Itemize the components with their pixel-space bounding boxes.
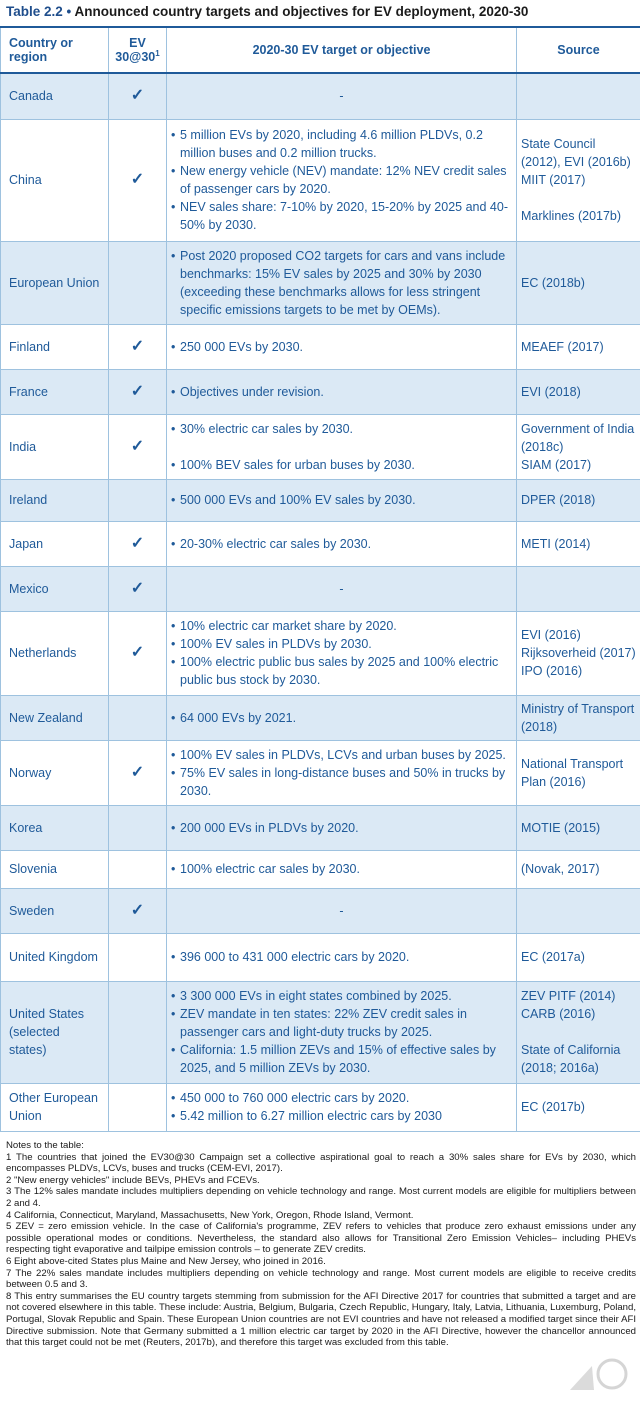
source-citation: ZEV PITF (2014) <box>521 989 616 1003</box>
cell-ev3030-check: ✓ <box>109 73 167 119</box>
target-item: • 5.42 million to 6.27 million electric cars by 2030 <box>171 1107 512 1125</box>
source-citation: EVI (2018) <box>521 384 581 399</box>
target-list <box>171 617 512 689</box>
target-gap <box>171 438 512 456</box>
cell-target <box>167 1083 517 1131</box>
target-list <box>171 535 512 553</box>
source-citation: EC (2018b) <box>521 275 585 290</box>
header-ev3030 <box>109 27 167 73</box>
cell-country: Sweden <box>1 888 109 933</box>
cell-ev3030-check: ✓ <box>109 566 167 611</box>
source-citation: State Council (2012), EVI (2016b) <box>521 137 631 169</box>
footnote: 3 The 12% sales mandate includes multipliers depending on vehicle technology and range. Most current models are eligible for multipliers between 2 and 4. <box>6 1186 636 1209</box>
header-country: Country or region <box>1 27 109 73</box>
cell-source <box>517 324 640 369</box>
cell-source <box>517 850 640 888</box>
cell-target <box>167 241 517 324</box>
cell-ev3030-check <box>109 479 167 521</box>
header-ev-footnote: 1 <box>155 48 160 58</box>
table-title <box>0 0 640 26</box>
cell-source <box>517 521 640 566</box>
cell-ev3030-check: ✓ <box>109 740 167 805</box>
target-item: • ZEV mandate in ten states: 22% ZEV credit sales in passenger cars and light-duty trucks by 2025. <box>171 1005 512 1041</box>
table-row <box>1 479 640 521</box>
target-item: • 100% EV sales in PLDVs, LCVs and urban buses by 2025. <box>171 746 512 764</box>
cell-ev3030-check <box>109 241 167 324</box>
source-citation: Marklines (2017b) <box>521 209 622 223</box>
notes-heading: Notes to the table: <box>6 1140 84 1151</box>
footnote: 6 Eight above-cited States plus Maine and New Jersey, who joined in 2016. <box>6 1255 326 1267</box>
source-citation: DPER (2018) <box>521 493 596 507</box>
cell-ev3030-check <box>109 933 167 981</box>
cell-ev3030-check: ✓ <box>109 119 167 241</box>
target-item: • 450 000 to 760 000 electric cars by 2020. <box>171 1089 512 1107</box>
table-header-row <box>1 27 640 73</box>
cell-target <box>167 850 517 888</box>
cell-target <box>167 369 517 414</box>
cell-country: United States (selected states) <box>1 981 109 1083</box>
table-row <box>1 850 640 888</box>
cell-country: India <box>1 414 109 479</box>
cell-country: Mexico <box>1 566 109 611</box>
source-citation: National Transport Plan (2016) <box>521 756 624 789</box>
cell-country: France <box>1 369 109 414</box>
cell-source <box>517 933 640 981</box>
source-citation: Ministry of Transport (2018) <box>521 701 635 734</box>
table-row <box>1 521 640 566</box>
cell-country: New Zealand <box>1 695 109 740</box>
target-item: • 10% electric car market share by 2020. <box>171 617 512 635</box>
target-list <box>171 819 512 837</box>
cell-target <box>167 479 517 521</box>
cell-country: Slovenia <box>1 850 109 888</box>
target-list <box>171 126 512 234</box>
target-list <box>171 987 512 1077</box>
table-row <box>1 324 640 369</box>
cell-target <box>167 611 517 695</box>
footnote: 5 ZEV = zero emission vehicle. In the case of California's programme, ZEV refers to vehicles that produce zero exhaust emissions under any possible operational modes or conditions. Nevertheless, the standard also allows for Transitional Zero Emission Vehicles– including PHEVs respecting tight evaporative and tailpipe emission controls – to generate ZEV credits. <box>6 1221 636 1256</box>
source-citation: (Novak, 2017) <box>521 862 600 876</box>
source-citation: MEAEF (2017) <box>521 339 604 354</box>
cell-target <box>167 119 517 241</box>
ev-targets-table <box>0 26 640 1132</box>
table-row <box>1 414 640 479</box>
cell-country: Other European Union <box>1 1083 109 1131</box>
header-ev-label: EV 30@30 <box>115 36 156 64</box>
footnote: 7 The 22% sales mandate includes multipliers depending on vehicle technology and range. Most current models are eligible to receive credits between 0.5 and 3. <box>6 1267 636 1291</box>
cell-target: - <box>167 73 517 119</box>
cell-country: Ireland <box>1 479 109 521</box>
table-row <box>1 73 640 119</box>
cell-source <box>517 740 640 805</box>
source-citation: Rijksoverheid (2017) <box>521 646 636 660</box>
source-citation: MIIT (2017) <box>521 173 586 187</box>
cell-country: European Union <box>1 241 109 324</box>
target-list <box>171 338 512 356</box>
cell-target: - <box>167 566 517 611</box>
cell-target <box>167 414 517 479</box>
cell-ev3030-check: ✓ <box>109 521 167 566</box>
source-citation: EC (2017b) <box>521 1100 585 1114</box>
cell-country: China <box>1 119 109 241</box>
target-item: • Objectives under revision. <box>171 383 512 401</box>
cell-source <box>517 1083 640 1131</box>
table-row <box>1 740 640 805</box>
cell-target <box>167 740 517 805</box>
cell-target: - <box>167 888 517 933</box>
cell-source <box>517 73 640 119</box>
target-item: • 100% BEV sales for urban buses by 2030. <box>171 456 512 474</box>
table-row <box>1 611 640 695</box>
target-list <box>171 420 512 474</box>
title-separator: • <box>66 4 72 19</box>
cell-ev3030-check <box>109 1083 167 1131</box>
cell-source <box>517 566 640 611</box>
cell-country: Japan <box>1 521 109 566</box>
target-item: • 100% electric car sales by 2030. <box>171 860 512 878</box>
cell-ev3030-check: ✓ <box>109 888 167 933</box>
target-item: • 64 000 EVs by 2021. <box>171 709 512 727</box>
source-citation: State of California (2018; 2016a) <box>521 1043 621 1075</box>
target-item: • 100% electric public bus sales by 2025 and 100% electric public bus stock by 2030. <box>171 653 512 689</box>
cell-source <box>517 805 640 850</box>
cell-target <box>167 981 517 1083</box>
target-item: • 500 000 EVs and 100% EV sales by 2030. <box>171 491 512 509</box>
source-citation: EC (2017a) <box>521 950 585 964</box>
cell-ev3030-check <box>109 805 167 850</box>
table-row <box>1 1083 640 1131</box>
target-item: • 30% electric car sales by 2030. <box>171 420 512 438</box>
cell-source <box>517 981 640 1083</box>
footnote: 8 This entry summarises the EU country targets stemming from submission for the AFI Directive 2017 for countries that submitted a target and are not covered elsewhere in this table. These include: Austria, Belgium, Bulgaria, Czech Republic, Hungary, Italy, Latvia, Lithuania, Luxemburg, Poland, Portugal, Slovak Republic and Spain. These European Union countries are not EVI countries and have not released a modified target since their AFI Directive submission. Note that Germany submitted a 1 million electric car target by 2020 in the AFI Directive, however the chancellor announced that this target could not be met (Reuters, 2017b), and therefore this target was excluded from this table. <box>6 1290 636 1349</box>
cell-ev3030-check: ✓ <box>109 611 167 695</box>
cell-ev3030-check: ✓ <box>109 414 167 479</box>
cell-target <box>167 695 517 740</box>
target-list <box>171 948 512 966</box>
footnote: 2 "New energy vehicles" include BEVs, PHEVs and FCEVs. <box>6 1174 260 1186</box>
cell-country: Canada <box>1 73 109 119</box>
notes-list <box>6 1152 636 1349</box>
target-item: • 3 300 000 EVs in eight states combined by 2025. <box>171 987 512 1005</box>
source-citation: EVI (2016) <box>521 628 581 642</box>
target-list <box>171 1089 512 1125</box>
source-citation: SIAM (2017) <box>521 457 592 472</box>
target-item: • 20-30% electric car sales by 2030. <box>171 535 512 553</box>
table-row <box>1 695 640 740</box>
source-gap <box>521 189 636 207</box>
watermark-logo-icon <box>564 1356 634 1398</box>
cell-country: Norway <box>1 740 109 805</box>
table-row <box>1 566 640 611</box>
source-citation: METI (2014) <box>521 536 591 551</box>
cell-source <box>517 369 640 414</box>
target-item: • Post 2020 proposed CO2 targets for cars and vans include benchmarks: 15% EV sales by 2025 and 30% by 2030 (exceeding these benchmarks allows for less stringent specific emissions targets to be met by OEMs). <box>171 247 512 319</box>
table-row <box>1 369 640 414</box>
cell-target <box>167 521 517 566</box>
cell-source <box>517 479 640 521</box>
target-list <box>171 860 512 878</box>
header-target: 2020-30 EV target or objective <box>167 27 517 73</box>
cell-source <box>517 241 640 324</box>
target-item: • California: 1.5 million ZEVs and 15% of effective sales by 2025, and 5 million ZEVs by 2030. <box>171 1041 512 1077</box>
cell-source <box>517 414 640 479</box>
target-item: • New energy vehicle (NEV) mandate: 12% NEV credit sales of passenger cars by 2020. <box>171 162 512 198</box>
cell-country: Finland <box>1 324 109 369</box>
cell-country: Korea <box>1 805 109 850</box>
cell-country: Netherlands <box>1 611 109 695</box>
target-list <box>171 491 512 509</box>
footnote: 4 California, Connecticut, Maryland, Massachusetts, New York, Oregon, Rhode Island, Vermont. <box>6 1209 414 1221</box>
table-row <box>1 805 640 850</box>
source-citation: MOTIE (2015) <box>521 820 601 835</box>
table-notes <box>6 1140 636 1349</box>
target-item: • NEV sales share: 7-10% by 2020, 15-20% by 2025 and 40-50% by 2030. <box>171 198 512 234</box>
cell-ev3030-check <box>109 981 167 1083</box>
table-body <box>1 73 640 1131</box>
cell-target <box>167 805 517 850</box>
source-citation: IPO (2016) <box>521 664 583 678</box>
cell-ev3030-check: ✓ <box>109 369 167 414</box>
cell-ev3030-check <box>109 850 167 888</box>
target-list <box>171 383 512 401</box>
target-list <box>171 709 512 727</box>
target-item: • 75% EV sales in long-distance buses and 50% in trucks by 2030. <box>171 764 512 800</box>
table-row <box>1 981 640 1083</box>
cell-ev3030-check <box>109 695 167 740</box>
target-list <box>171 746 512 800</box>
table-row <box>1 888 640 933</box>
table-title-text: Announced country targets and objectives for EV deployment, 2020-30 <box>74 4 529 19</box>
cell-target <box>167 324 517 369</box>
target-item: • 5 million EVs by 2020, including 4.6 million PLDVs, 0.2 million buses and 0.2 million trucks. <box>171 126 512 162</box>
table-row <box>1 933 640 981</box>
cell-source <box>517 119 640 241</box>
table-row <box>1 119 640 241</box>
cell-source <box>517 695 640 740</box>
cell-ev3030-check: ✓ <box>109 324 167 369</box>
target-item: • 200 000 EVs in PLDVs by 2020. <box>171 819 512 837</box>
cell-target <box>167 933 517 981</box>
source-gap <box>521 1023 636 1041</box>
cell-source <box>517 888 640 933</box>
target-item: • 100% EV sales in PLDVs by 2030. <box>171 635 512 653</box>
source-citation: Government of India (2018c) <box>521 421 635 454</box>
source-citation: CARB (2016) <box>521 1007 596 1021</box>
target-item: • 250 000 EVs by 2030. <box>171 338 512 356</box>
target-list <box>171 247 512 319</box>
table-row <box>1 241 640 324</box>
cell-country: United Kingdom <box>1 933 109 981</box>
header-source: Source <box>517 27 640 73</box>
table-number: Table 2.2 <box>6 4 63 19</box>
cell-source <box>517 611 640 695</box>
target-item: • 396 000 to 431 000 electric cars by 2020. <box>171 948 512 966</box>
footnote: 1 The countries that joined the EV30@30 Campaign set a collective aspirational goal to reach a 30% sales share for EVs by 2030, which encompasses PLDVs, LCVs, buses and trucks (CEM-EVI, 2017). <box>6 1151 636 1175</box>
